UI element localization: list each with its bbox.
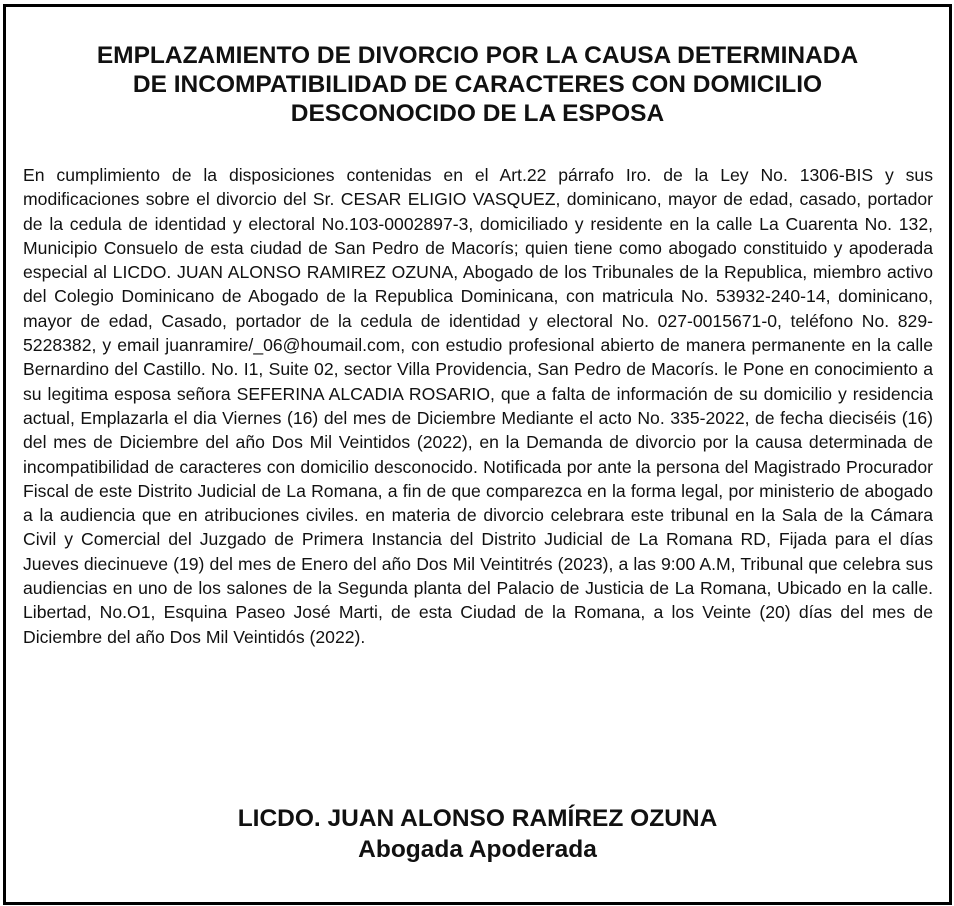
- notice-body: En cumplimiento de la disposiciones contenidas en el Art.22 párrafo Iro. de la Ley No. 1306-BIS y sus modificaciones sobre el divorcio del Sr. CESAR ELIGIO VASQUEZ, dominicano, mayor de edad, casado, portador de la cedula de identidad y electoral No.103-0002897-3, domiciliado y residente en la calle La Cuarenta No. 132, Municipio Consuelo de esta ciudad de San Pedro de Macorís; quien tiene como abogado constituido y apoderada especial al LICDO. JUAN ALONSO RAMIREZ OZUNA, Abogado de los Tribunales de la Republica, miembro activo del Colegio Dominicano de Abogado de la Republica Dominicana, con matricula No. 53932-240-14, dominicano, mayor de edad, Casado, portador de la cedula de identidad y electoral No. 027-0015671-0, teléfono No. 829-5228382, y email juanramire/_06@houmail.com, con estudio profesional abierto de manera permanente en la calle Bernardino del Castillo. No. I1, Suite 02, sector Villa Providencia, San Pedro de Macorís. le Pone en conocimiento a su legitima esposa señora SEFERINA ALCADIA ROSARIO, que a falta de información de su domicilio y residencia actual, Emplazarla el dia Viernes (16) del mes de Diciembre Mediante el acto No. 335-2022, de fecha dieciséis (16) del mes de Diciembre del año Dos Mil Veintidos (2022), en la Demanda de divorcio por la causa determinada de incompatibilidad de caracteres con domicilio desconocido. Notificada por ante la persona del Magistrado Procurador Fiscal de este Distrito Judicial de La Romana, a fin de que comparezca en la forma legal, por ministerio de abogado a la audiencia que en atribuciones civiles. en materia de divorcio celebrara este tribunal en la Sala de la Cámara Civil y Comercial del Juzgado de Primera Instancia del Distrito Judicial de La Romana RD, Fijada para el días Jueves diecinueve (19) del mes de Enero del año Dos Mil Veintitrés (2023), a las 9:00 A.M, Tribunal que celebra sus audiencias en uno de los salones de la Segunda planta del Palacio de Justicia de La Romana, Ubicado en la calle. Libertad, No.O1, Esquina Paseo José Marti, de esta Ciudad de la Romana, a los Veinte (20) días del mes de Diciembre del año Dos Mil Veintidós (2022).: [23, 165, 933, 647]
- notice-title-line-2: DE INCOMPATIBILIDAD DE CARACTERES CON DOMICILIO: [132, 71, 823, 98]
- notice-title-line-1: EMPLAZAMIENTO DE DIVORCIO POR LA CAUSA DETERMINADA: [96, 42, 859, 69]
- notice-title-line-3: DESCONOCIDO DE LA ESPOSA: [290, 100, 665, 127]
- notice-frame: [3, 4, 952, 905]
- notice-title: [6, 41, 949, 128]
- signature-name: LICDO. JUAN ALONSO RAMÍREZ OZUNA: [237, 805, 718, 832]
- signature-role: Abogada Apoderada: [358, 836, 597, 863]
